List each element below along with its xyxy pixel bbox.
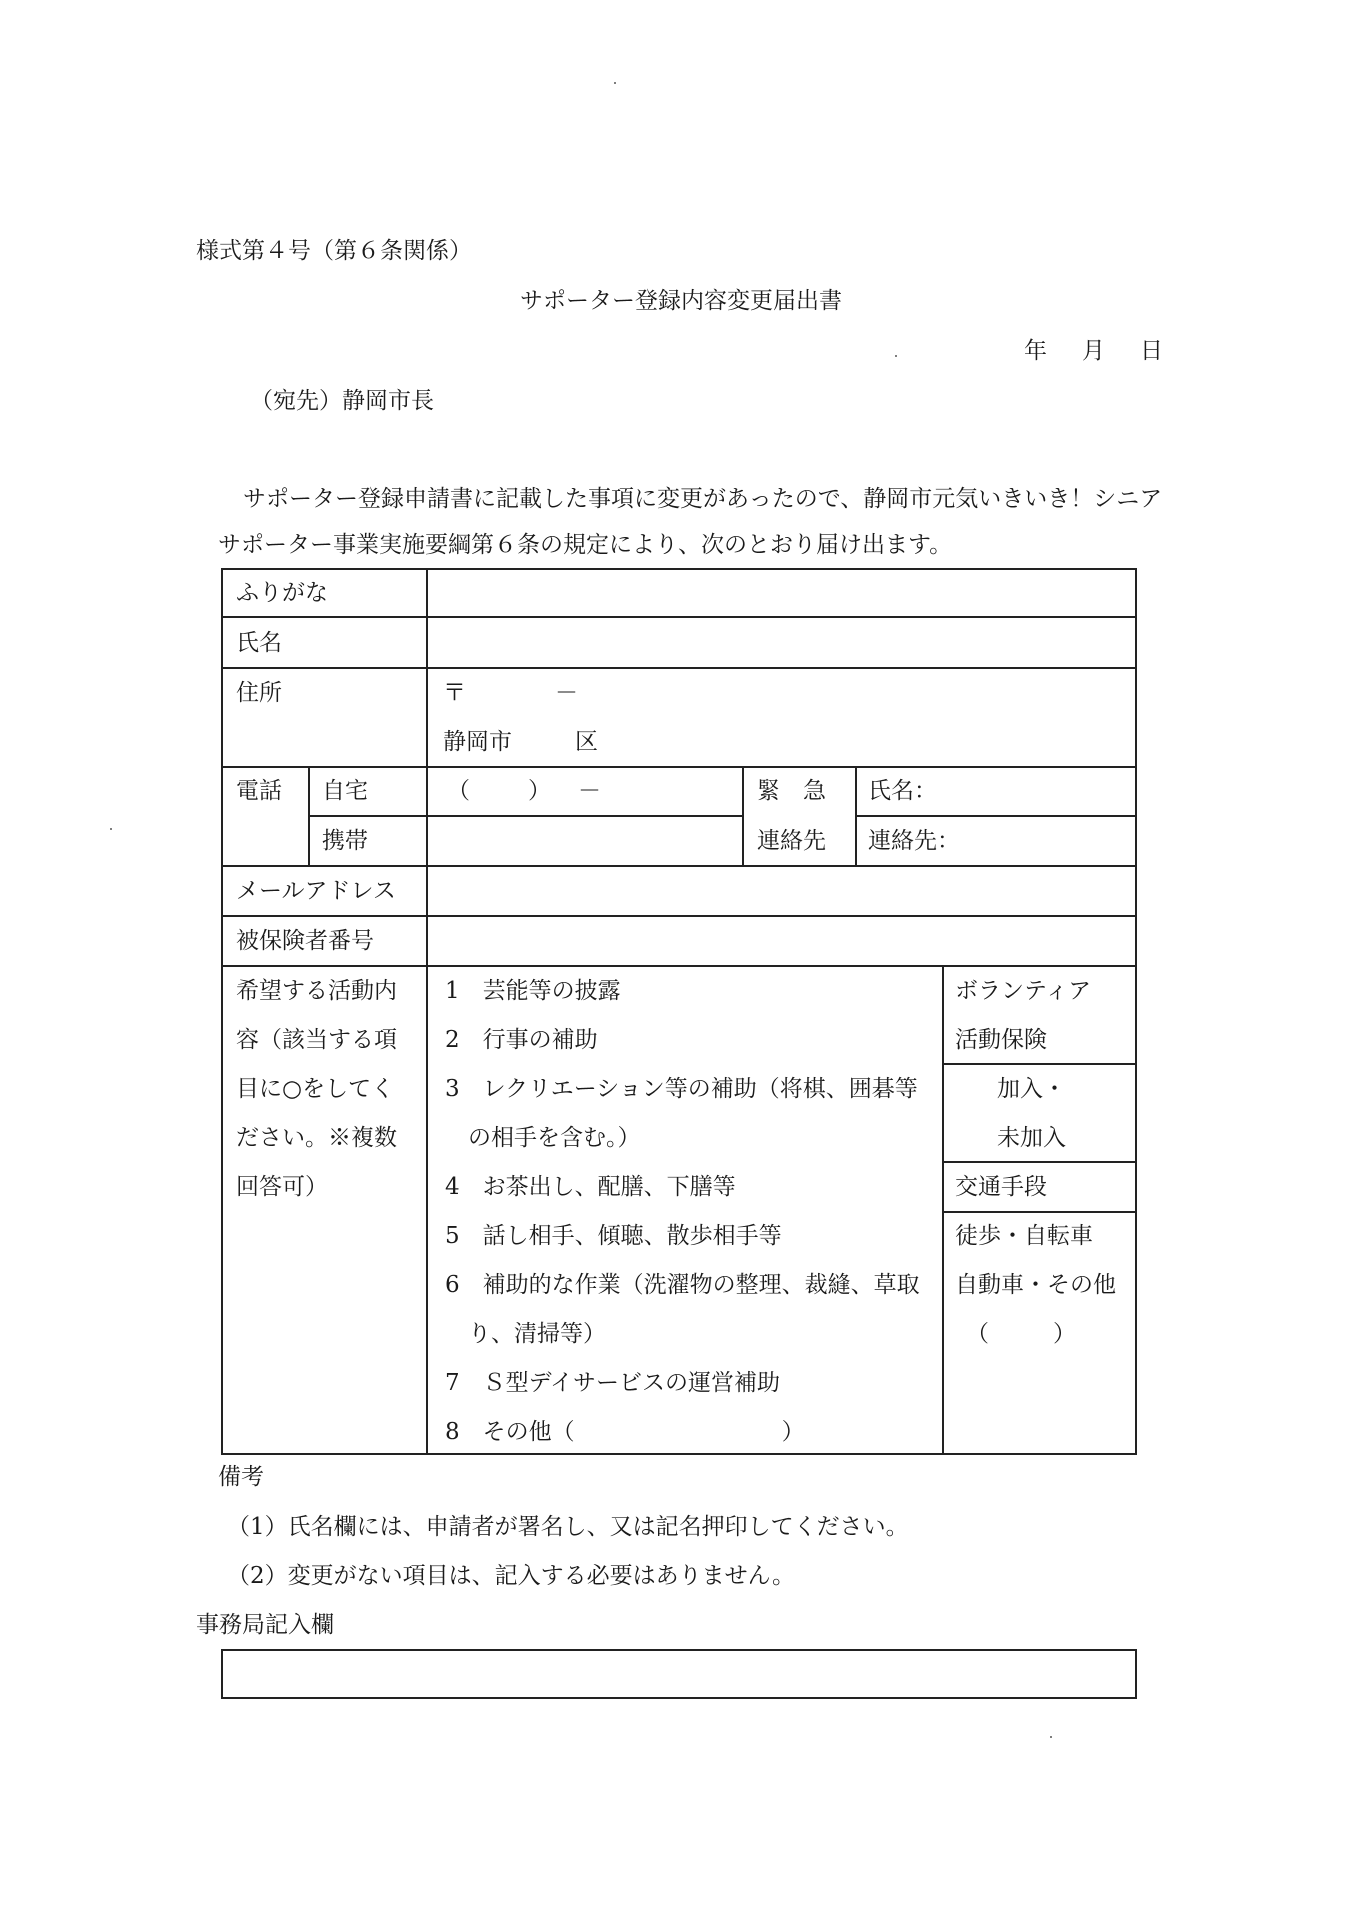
activity-option[interactable]: 5 話し相手、傾聴、散歩相手等: [445, 1223, 782, 1249]
furigana-field[interactable]: [428, 570, 1135, 616]
emergency-label-2: 連絡先: [757, 828, 826, 854]
activity-option[interactable]: 3 レクリエーション等の補助（将棋、囲碁等: [445, 1076, 918, 1102]
transport-option-1[interactable]: 徒歩・自転車: [955, 1223, 1093, 1249]
address-label: 住所: [236, 680, 282, 706]
name-field[interactable]: [428, 618, 1135, 667]
activity-label-line: 希望する活動内: [236, 978, 397, 1004]
intro-text-line2: サポーター事業実施要綱第６条の規定により、次のとおり届け出ます。: [218, 532, 953, 558]
activity-label-line: 容（該当する項: [236, 1027, 397, 1053]
address-field[interactable]: [428, 669, 1135, 766]
furigana-label: ふりがな: [236, 580, 328, 606]
note-2: （2）変更がない項目は、記入する必要はありません。: [227, 1563, 796, 1589]
activity-label-line: 目に○をしてく: [236, 1076, 395, 1102]
insured-number-field[interactable]: [428, 917, 1135, 965]
insurance-notjoin-option[interactable]: 未加入: [997, 1125, 1066, 1151]
document-title: サポーター登録内容変更届出書: [520, 288, 842, 314]
volunteer-insurance-label-1: ボランティア: [955, 978, 1092, 1004]
city-label: 静岡市: [443, 729, 512, 755]
notes-title: 備考: [218, 1464, 264, 1490]
activity-option[interactable]: 4 お茶出し、配膳、下膳等: [445, 1174, 736, 1200]
office-use-label: 事務局記入欄: [196, 1612, 334, 1638]
activity-option[interactable]: 6 補助的な作業（洗濯物の整理、裁縫、草取: [445, 1272, 920, 1298]
ward-label: 区: [575, 729, 598, 755]
insurance-join-option[interactable]: 加入・: [997, 1076, 1066, 1102]
office-use-box[interactable]: [221, 1649, 1137, 1699]
intro-text-line1: サポーター登録申請書に記載した事項に変更があったので、静岡市元気いきいき！シニア: [243, 486, 1163, 512]
email-field[interactable]: [428, 867, 1135, 915]
activity-label-line: 回答可）: [236, 1174, 328, 1200]
phone-label: 電話: [236, 778, 282, 804]
home-phone-label: 自宅: [322, 778, 368, 804]
volunteer-insurance-label-2: 活動保険: [955, 1027, 1047, 1053]
home-phone-paren: （ ）: [447, 778, 555, 804]
emergency-label-1: 緊 急: [757, 778, 826, 804]
date-line: 年 月 日: [1024, 338, 1169, 364]
insured-number-label: 被保険者番号: [236, 928, 374, 954]
form-number: 様式第４号（第６条関係）: [196, 238, 472, 264]
activity-option-cont: り、清掃等）: [445, 1321, 606, 1347]
addressee: （宛先）静岡市長: [250, 388, 434, 414]
home-phone-dash: －: [578, 778, 601, 804]
mobile-phone-field[interactable]: [428, 817, 742, 865]
home-phone-field[interactable]: [428, 768, 742, 815]
activity-option-cont: の相手を含む。）: [445, 1125, 641, 1151]
activity-option[interactable]: 8 その他（ ）: [445, 1419, 805, 1445]
activity-label-line: ださい。※複数: [236, 1125, 397, 1151]
email-label: メールアドレス: [236, 878, 396, 904]
activity-option[interactable]: 7 Ｓ型デイサービスの運営補助: [445, 1370, 781, 1396]
emergency-name-label: 氏名：: [868, 778, 937, 804]
emergency-contact-label: 連絡先：: [868, 828, 960, 854]
mobile-phone-label: 携帯: [322, 828, 368, 854]
postal-dash: －: [555, 680, 578, 706]
activity-option[interactable]: 1 芸能等の披露: [445, 978, 621, 1004]
note-1: （1）氏名欄には、申請者が署名し、又は記名押印してください。: [227, 1514, 909, 1540]
postal-mark: 〒: [443, 680, 466, 706]
name-label: 氏名: [236, 630, 282, 656]
transport-label: 交通手段: [955, 1174, 1047, 1200]
activity-option[interactable]: 2 行事の補助: [445, 1027, 598, 1053]
transport-option-2[interactable]: 自動車・その他: [955, 1272, 1116, 1298]
transport-other-paren: （ ）: [966, 1321, 1082, 1347]
